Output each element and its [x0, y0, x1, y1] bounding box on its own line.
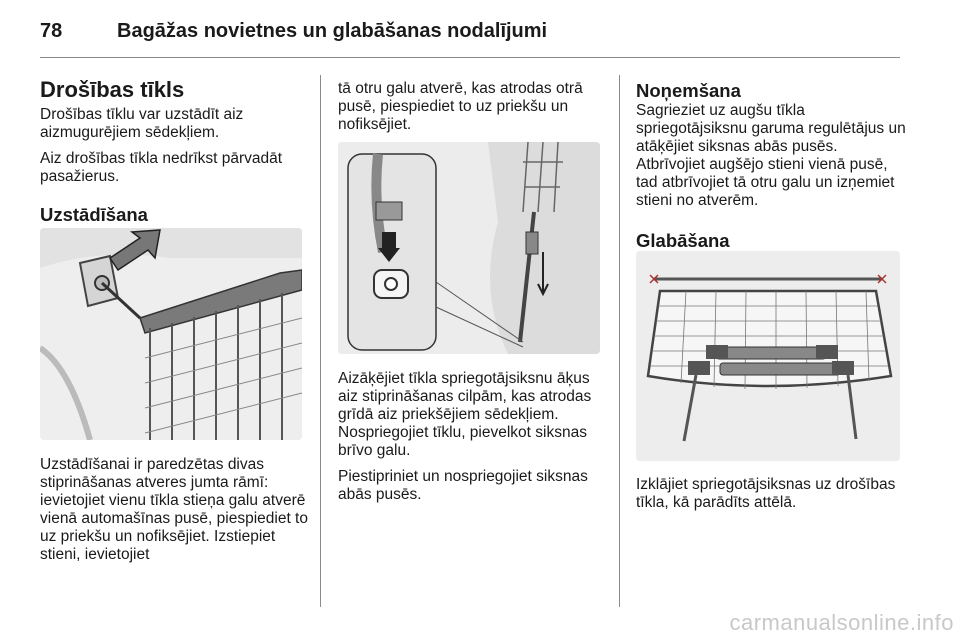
- column-1-lower: [40, 456, 315, 564]
- column-3: [636, 80, 906, 252]
- column-2-lower: [338, 370, 610, 504]
- header-rule: [40, 57, 900, 58]
- warning-paragraph: Aiz drošības tīkla nedrīkst pārvadāt pasažierus.: [40, 150, 283, 185]
- column-3-lower: [636, 476, 898, 512]
- install-continued-paragraph: tā otru galu atverē, kas atrodas otrā pusē, piespiediet to uz priekšu un nofiksējiet.: [338, 80, 583, 133]
- figure-installation: [40, 228, 302, 440]
- storage-heading: Glabāšana: [636, 230, 730, 251]
- column-divider-2: [619, 75, 620, 607]
- page-header: [40, 14, 900, 54]
- column-2: [338, 80, 603, 134]
- install-heading: Uzstādīšana: [40, 204, 148, 225]
- removal-paragraph: Sagrieziet uz augšu tīkla spriegotājsiksnu garuma regulētājus un atāķējiet siksnas abās pusēs. Atbrīvojiet augšējo stieni vienā pusē, tad atbrīvojiet tā otru galu un izņemiet stieni no atverēm.: [636, 102, 906, 209]
- strap-hook-illustration: [338, 142, 600, 354]
- figure-strap-hook: [338, 142, 600, 354]
- install-paragraph: Uzstādīšanai ir paredzētas divas stiprināšanas atveres jumta rāmī: ievietojiet vienu tīkla stieņa galu atverē vienā automašīnas pusē, piespiediet to uz priekšu un nofiksējiet. Izstiepiet stieni, ievietojiet: [40, 456, 308, 563]
- storage-paragraph: Izklājiet spriegotājsiksnas uz drošības tīkla, kā parādīts attēlā.: [636, 476, 896, 511]
- running-title: Bagāžas novietnes un glabāšanas nodalījumi: [117, 20, 548, 42]
- net-rod-illustration: [40, 228, 302, 440]
- column-1: [40, 76, 308, 226]
- section-heading: Drošības tīkls: [40, 77, 185, 102]
- watermark: carmanualsonline.info: [729, 610, 954, 635]
- strap-paragraph: Aizāķējiet tīkla spriegotājsiksnu āķus aiz stiprināšanas cilpām, kas atrodas grīdā aiz priekšējiem sēdekļiem. Nospriegojiet tīklu, pievelkot siksnas brīvo galu.: [338, 370, 592, 459]
- removal-heading: Noņemšana: [636, 80, 741, 101]
- tension-paragraph: Piestipriniet un nospriegojiet siksnas abās pusēs.: [338, 468, 588, 503]
- page-number: 78: [40, 20, 63, 42]
- folded-net-illustration: [636, 251, 900, 461]
- figure-storage: [636, 251, 900, 461]
- intro-paragraph: Drošības tīklu var uzstādīt aiz aizmugurējiem sēdekļiem.: [40, 106, 244, 141]
- column-divider-1: [320, 75, 321, 607]
